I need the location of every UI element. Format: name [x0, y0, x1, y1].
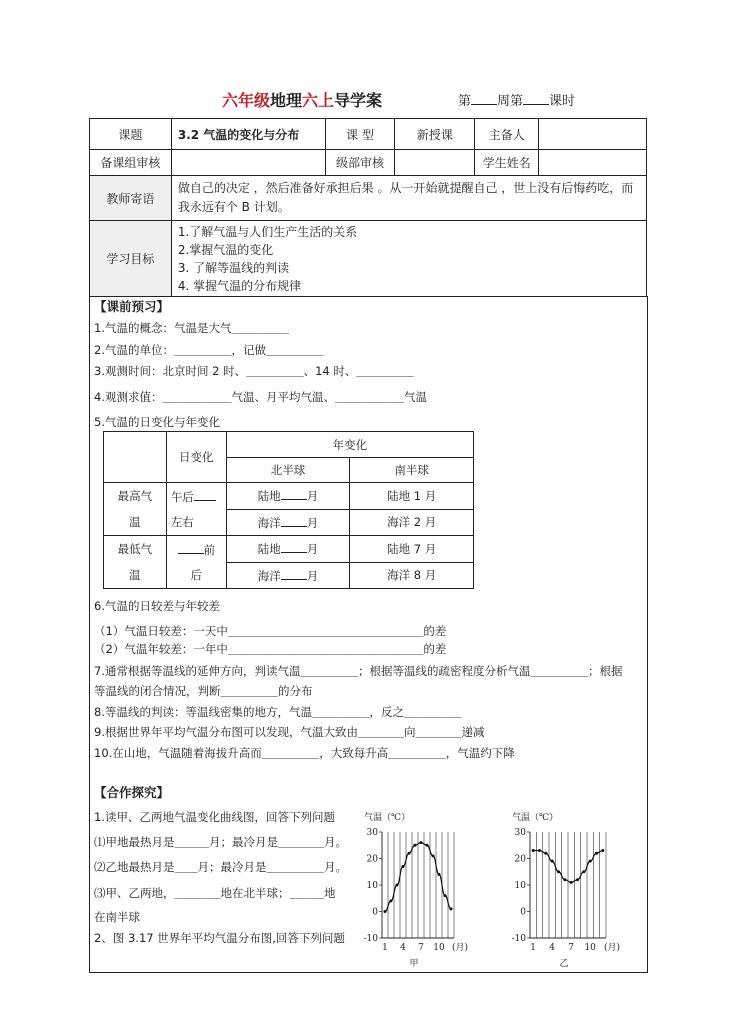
topic-label: 课题 — [90, 119, 172, 150]
title-part-grade: 六年级 — [222, 91, 271, 110]
student-label: 学生姓名 — [475, 150, 539, 176]
min-day-blank[interactable] — [178, 541, 204, 554]
min-north-land — [226, 536, 350, 563]
min-south-land: 陆地 7 月 — [350, 536, 474, 563]
max-north-land-blank[interactable] — [281, 487, 307, 500]
preview-q6b: （2）气温年较差：一年中＿＿＿＿＿＿＿＿＿＿＿＿＿＿＿＿＿的差 — [94, 642, 447, 656]
min-north-sea-blank[interactable] — [281, 567, 307, 580]
max-north-land — [226, 483, 350, 510]
month-text: 月 — [306, 489, 319, 504]
data-point — [576, 878, 579, 881]
y-axis-label: 气温（℃） — [364, 813, 411, 823]
goal-item: 1.了解气温与人们生产生活的关系 — [177, 224, 358, 239]
data-point — [426, 844, 429, 847]
data-point — [396, 884, 399, 887]
preview-q6a: （1）气温日较差：一天中＿＿＿＿＿＿＿＿＿＿＿＿＿＿＿＿＿的差 — [94, 624, 447, 638]
data-point — [444, 894, 447, 897]
y-tick-label: -10 — [363, 934, 378, 944]
page-title — [222, 88, 382, 111]
lead-label: 主备人 — [475, 119, 539, 150]
grade-review-label: 级部审核 — [325, 150, 395, 176]
day-change-header: 日变化 — [166, 432, 226, 483]
data-point — [532, 849, 535, 852]
x-tick-label: 1 — [382, 943, 388, 953]
goals-label: 学习目标 — [90, 221, 172, 297]
data-point — [551, 860, 554, 863]
year-change-header: 年变化 — [226, 432, 473, 458]
min-north-land-blank[interactable] — [281, 540, 307, 553]
y-tick-label: -10 — [511, 934, 526, 944]
y-tick-label: 30 — [514, 828, 526, 838]
max-north-sea — [226, 509, 350, 536]
min-north-land-text: 陆地 — [257, 542, 281, 557]
title-part-term: 六上 — [302, 91, 335, 110]
y-tick-label: 20 — [366, 854, 378, 865]
message-text: 做自己的决定 ，然后准备好承担后果 。从一开始就提醒自己 ，世上没有后悔药吃，而我永远有个 B 计划。 — [171, 176, 646, 221]
preview-q9: 9.根据世界年平均气温分布图可以发现，气温大致由＿＿＿＿向＿＿＿＿递减 — [94, 725, 485, 739]
preview-q2: 2.气温的单位：＿＿＿＿＿，记做＿＿＿＿＿ — [94, 343, 324, 357]
chart-title: 乙 — [559, 959, 569, 969]
week-lesson-line — [458, 90, 575, 109]
max-day-text-1: 午后 — [170, 489, 194, 504]
week-suffix: 课时 — [549, 94, 576, 109]
y-tick-label: 0 — [372, 907, 378, 918]
x-tick-label: 10 — [433, 943, 445, 953]
explore-q1c: ⑶甲、乙两地，＿＿＿＿地在北半球；＿＿＿地 — [94, 886, 336, 900]
min-day-cell-1 — [166, 536, 226, 563]
min-label-line1: 最低气 — [117, 542, 153, 556]
title-part-doc: 导学案 — [334, 91, 383, 110]
y-tick-label: 0 — [520, 907, 526, 918]
data-point — [595, 852, 598, 855]
data-point — [582, 870, 585, 873]
data-point — [589, 860, 592, 863]
x-tick-label: 4 — [549, 943, 556, 953]
min-label-line2: 温 — [129, 568, 141, 582]
message-label: 教师寄语 — [90, 176, 172, 221]
data-point — [432, 854, 435, 857]
preview-q8: 8.等温线的判读：等温线密集的地方，气温＿＿＿＿＿，反之＿＿＿＿＿ — [94, 705, 462, 719]
data-point — [408, 852, 411, 855]
goal-item: 3. 了解等温线的判读 — [177, 260, 290, 275]
y-tick-label: 10 — [366, 881, 378, 891]
goals-list — [171, 221, 646, 297]
data-point — [438, 873, 441, 876]
data-point — [570, 881, 573, 884]
data-point — [601, 849, 604, 852]
lesson-blank[interactable] — [523, 92, 549, 105]
month-text: 月 — [306, 568, 319, 583]
north-header: 北半球 — [226, 458, 350, 483]
data-point — [538, 849, 541, 852]
y-tick-label: 30 — [366, 828, 378, 838]
goal-item: 2.掌握气温的变化 — [177, 242, 274, 257]
max-temp-label — [104, 483, 167, 536]
max-north-sea-blank[interactable] — [281, 514, 307, 527]
data-point — [414, 844, 417, 847]
preview-q3: 3.观测时间：北京时间 2 时、＿＿＿＿＿、14 时、＿＿＿＿＿ — [94, 364, 414, 378]
student-field[interactable] — [539, 150, 647, 176]
max-north-land-text: 陆地 — [257, 489, 281, 504]
min-north-sea — [226, 562, 350, 589]
chart-jia — [360, 810, 480, 970]
min-day-text-1: 前 — [203, 542, 215, 557]
lead-field[interactable] — [539, 119, 647, 150]
max-day-cell-1 — [166, 483, 226, 510]
x-axis-label: (月) — [604, 943, 621, 953]
type-label: 课 型 — [325, 119, 395, 150]
corner-cell — [104, 432, 167, 483]
explore-q1a: ⑴甲地最热月是＿＿＿月；最冷月是＿＿＿＿月。 — [94, 835, 347, 849]
max-north-sea-text: 海洋 — [257, 515, 281, 530]
data-point — [384, 910, 387, 913]
page-header — [0, 88, 744, 112]
week-mid: 周第 — [497, 94, 524, 109]
preview-q7b: 等温线的闭合情况，判断＿＿＿＿＿的分布 — [94, 684, 313, 698]
preview-q5: 5.气温的日变化与年变化 — [94, 415, 220, 429]
title-part-subject: 地理 — [270, 91, 303, 110]
chart-title: 甲 — [409, 959, 419, 969]
goal-item: 4. 掌握气温的分布规律 — [177, 278, 302, 293]
month-text: 月 — [306, 542, 319, 557]
topic-value: 3.2 气温的变化与分布 — [171, 119, 325, 150]
week-prefix: 第 — [458, 94, 472, 109]
x-tick-label: 7 — [568, 943, 575, 953]
min-south-sea: 海洋 8 月 — [350, 562, 474, 589]
max-south-sea: 海洋 2 月 — [350, 509, 474, 536]
data-point — [544, 852, 547, 855]
max-south-land: 陆地 1 月 — [350, 483, 474, 510]
x-tick-label: 10 — [584, 943, 596, 953]
chart-yi — [508, 810, 632, 970]
week-blank[interactable] — [471, 92, 497, 105]
max-day-cell-2: 左右 — [166, 509, 226, 536]
preview-q4: 4.观测求值：＿＿＿＿＿＿气温、月平均气温、＿＿＿＿＿＿气温 — [94, 390, 427, 404]
explore-q2: 2、图 3.17 世界年平均气温分布图,回答下列问题 — [94, 931, 345, 945]
temperature-change-table — [103, 431, 474, 589]
grade-review-field[interactable] — [395, 150, 475, 176]
data-point — [450, 907, 453, 910]
data-point — [563, 878, 566, 881]
y-axis-label: 气温（℃） — [512, 813, 559, 823]
max-label-line2: 温 — [129, 515, 141, 529]
month-text: 月 — [306, 515, 319, 530]
explore-heading: 【合作探究】 — [94, 785, 170, 800]
explore-q1: 1.读甲、乙两地气温变化曲线图，回答下列问题 — [94, 810, 335, 824]
x-tick-label: 4 — [400, 943, 406, 953]
data-point — [557, 870, 560, 873]
max-day-blank[interactable] — [194, 488, 216, 501]
y-tick-label: 20 — [514, 854, 526, 865]
type-value: 新授课 — [395, 119, 475, 150]
data-point — [390, 899, 393, 902]
review-field[interactable] — [171, 150, 325, 176]
min-temp-label — [104, 536, 167, 589]
explore-q1d: 在南半球 — [94, 910, 140, 924]
preview-q1: 1.气温的概念：气温是大气＿＿＿＿＿ — [94, 321, 289, 335]
min-north-sea-text: 海洋 — [257, 568, 281, 583]
x-tick-label: 7 — [418, 943, 424, 953]
x-axis-label: (月) — [452, 943, 469, 953]
info-table — [89, 118, 647, 297]
min-day-cell-2: 后 — [166, 562, 226, 589]
data-point — [402, 865, 405, 868]
preview-q7a: 7.通常根据等温线的延伸方向，判读气温＿＿＿＿＿；根据等温线的疏密程度分析气温＿＿＿＿＿；根据 — [94, 664, 623, 678]
data-point — [420, 841, 423, 844]
x-tick-label: 1 — [530, 943, 537, 953]
preview-q10: 10.在山地，气温随着海拔升高而＿＿＿＿＿，大致每升高＿＿＿＿＿，气温约下降 — [94, 746, 515, 760]
south-header: 南半球 — [350, 458, 474, 483]
y-tick-label: 10 — [514, 881, 526, 891]
explore-q1b: ⑵乙地最热月是＿＿月；最冷月是＿＿＿＿＿月。 — [94, 860, 347, 874]
max-label-line1: 最高气 — [117, 489, 153, 503]
preview-heading: 【课前预习】 — [94, 299, 170, 314]
review-label: 备课组审核 — [90, 150, 172, 176]
preview-q6: 6.气温的日较差与年较差 — [94, 599, 220, 613]
